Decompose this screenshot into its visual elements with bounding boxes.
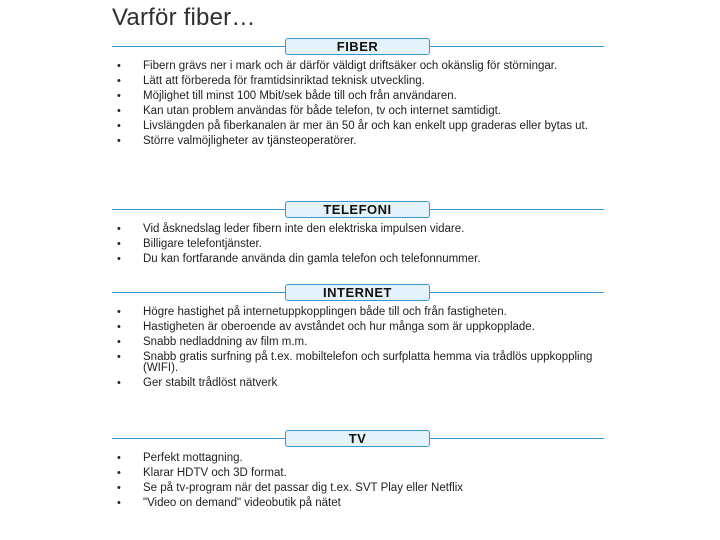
bullet-icon: •: [117, 90, 121, 102]
list-item: [0, 498, 613, 509]
bullet-list: [0, 224, 720, 265]
list-item: [0, 136, 613, 147]
page-title: Varför fiber…: [112, 4, 256, 31]
section-telefoni: [0, 200, 720, 269]
bullet-icon: •: [117, 306, 121, 318]
bullet-icon: •: [117, 105, 121, 117]
list-item: [0, 224, 613, 235]
list-item-text: Perfekt mottagning.: [143, 452, 243, 464]
bullet-icon: •: [117, 253, 121, 265]
section-heading: TV: [285, 430, 430, 447]
list-item-text: Hastigheten är oberoende av avståndet och hur många som är uppkopplade.: [143, 321, 535, 333]
list-item-text: Vid åsknedslag leder fibern inte den elektriska impulsen vidare.: [143, 223, 465, 235]
list-item-text: Fibern grävs ner i mark och är därför väldigt driftsäker och okänslig för störningar.: [143, 60, 558, 72]
section-fiber: [0, 37, 720, 151]
bullet-icon: •: [117, 497, 121, 509]
list-item-text: Du kan fortfarande använda din gamla telefon och telefonnummer.: [143, 253, 481, 265]
list-item: [0, 61, 613, 72]
list-item-text: "Video on demand" videobutik på nätet: [143, 497, 341, 509]
list-item-text: Kan utan problem användas för både telefon, tv och internet samtidigt.: [143, 105, 501, 117]
bullet-icon: •: [117, 120, 121, 132]
list-item: [0, 121, 613, 132]
bullet-icon: •: [117, 452, 121, 464]
list-item-text: Billigare telefontjänster.: [143, 238, 262, 250]
section-heading: INTERNET: [285, 284, 430, 301]
bullet-icon: •: [117, 377, 121, 389]
bullet-icon: •: [117, 60, 121, 72]
list-item: [0, 307, 613, 318]
bullet-icon: •: [117, 238, 121, 250]
list-item-text: Ger stabilt trådlöst nätverk: [143, 377, 278, 389]
list-item-text: Lätt att förbereda för framtidsinriktad teknisk utveckling.: [143, 75, 425, 87]
list-item: [0, 378, 613, 389]
section-tv: [0, 429, 720, 513]
bullet-list: [0, 307, 720, 389]
list-item-text: Större valmöjligheter av tjänsteoperatörer.: [143, 135, 357, 147]
section-header: [0, 429, 720, 449]
bullet-icon: •: [117, 467, 121, 479]
section-heading: FIBER: [285, 38, 430, 55]
section-header: [0, 37, 720, 57]
list-item: [0, 254, 613, 265]
section-header: [0, 200, 720, 220]
list-item: [0, 322, 613, 333]
bullet-icon: •: [117, 321, 121, 333]
bullet-list: [0, 61, 720, 147]
bullet-icon: •: [117, 135, 121, 147]
bullet-icon: •: [117, 482, 121, 494]
list-item-text: Högre hastighet på internetuppkopplingen både till och från fastigheten.: [143, 306, 507, 318]
list-item-text: Snabb nedladdning av film m.m.: [143, 336, 308, 348]
list-item: [0, 106, 613, 117]
list-item: [0, 337, 613, 348]
list-item-text: Livslängden på fiberkanalen är mer än 50 år och kan enkelt upp graderas eller bytas ut.: [143, 120, 588, 132]
bullet-list: [0, 453, 720, 509]
list-item: [0, 239, 613, 250]
list-item: [0, 91, 613, 102]
list-item: [0, 453, 613, 464]
bullet-icon: •: [117, 336, 121, 348]
list-item: [0, 352, 613, 374]
section-heading: TELEFONI: [285, 201, 430, 218]
bullet-icon: •: [117, 351, 121, 363]
list-item: [0, 76, 613, 87]
list-item-text: Se på tv-program när det passar dig t.ex. SVT Play eller Netflix: [143, 482, 464, 494]
list-item-text: Snabb gratis surfning på t.ex. mobiltelefon och surfplatta hemma via trådlös uppkoppling (WIFI).: [143, 351, 593, 374]
list-item-text: Möjlighet till minst 100 Mbit/sek både till och från användaren.: [143, 90, 457, 102]
section-internet: [0, 283, 720, 393]
list-item: [0, 468, 613, 479]
bullet-icon: •: [117, 223, 121, 235]
list-item: [0, 483, 613, 494]
section-header: [0, 283, 720, 303]
list-item-text: Klarar HDTV och 3D format.: [143, 467, 287, 479]
bullet-icon: •: [117, 75, 121, 87]
